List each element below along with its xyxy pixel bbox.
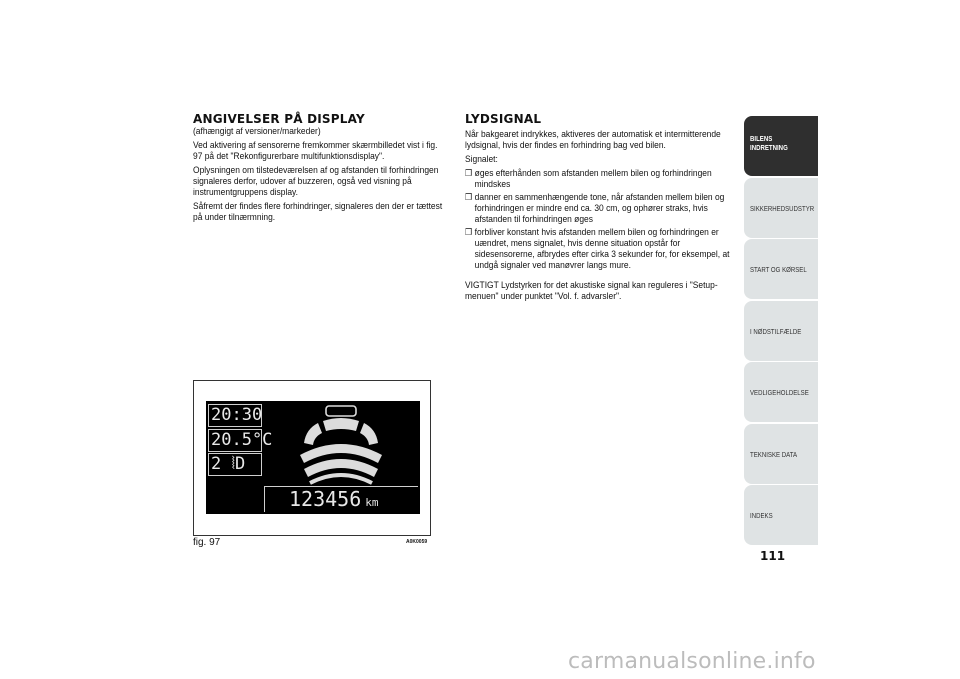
tab-start-og-korsel[interactable]: START OG KØRSEL (744, 239, 818, 299)
list-item: ❒ øges efterhånden som afstanden mellem bilen og forhindringen mindskes (465, 168, 712, 190)
tab-tekniske-data[interactable]: TEKNISKE DATA (744, 424, 818, 484)
temperature-readout: 20.5°C (208, 429, 262, 452)
clock-readout: 20:30 (208, 404, 262, 427)
paragraph: Oplysningen om tilstedeværelsen af og afstanden til forhindringen signaleres derfor, udover af buzzeren, også ved visning på instrumentgruppens display. (193, 165, 439, 198)
right-body (465, 129, 738, 302)
section-heading-display: ANGIVELSER PÅ DISPLAY (193, 112, 365, 126)
chapter-tabs (744, 116, 818, 547)
page-number: 111 (760, 549, 786, 563)
figure-code: A0K0059 (406, 539, 428, 545)
tab-indeks[interactable]: INDEKS (744, 485, 818, 545)
left-column (193, 112, 447, 226)
checkbox-bullet-icon: ❒ (465, 227, 473, 237)
tab-vedligeholdelse[interactable]: VEDLIGEHOLDELSE (744, 362, 818, 422)
list-item: ❒ danner en sammenhængende tone, når afstanden mellem bilen og forhindringen er mindre end ca. 30 cm, og ophører straks, hvis afstanden til forhindringen øges (465, 192, 725, 225)
parking-sensor-arcs-icon (286, 403, 396, 485)
checkbox-bullet-icon: ❒ (465, 192, 473, 202)
tab-i-nodstilfaelde[interactable]: I NØDSTILFÆLDE (744, 301, 818, 361)
signal-bullet-list (465, 168, 738, 271)
left-body (193, 140, 448, 223)
list-item: ❒ forbliver konstant hvis afstanden mellem bilen og forhindringen er uændret, mens signalet, hvis denne situation opstår for sidesensorerne, afbrydes efter cirka 3 sekunder for, for eksempel, at undgå signaler ved manøvrer langs mure. (465, 227, 730, 271)
multifunction-display-screen (206, 401, 420, 514)
figure-display (193, 380, 431, 536)
tab-bilens-indretning[interactable]: BILENS INDRETNING (744, 116, 818, 176)
watermark: carmanualsonline.info (568, 649, 816, 674)
section-heading-sound: LYDSIGNAL (465, 112, 542, 126)
important-note: VIGTIGT Lydstyrken for det akustiske signal kan reguleres i "Setup-menuen" under punktet "Vol. f. advarsler". (465, 280, 718, 302)
odometer-readout: 123456 km (264, 486, 418, 512)
section-subheading: (afhængigt af versioner/markeder) (193, 126, 321, 137)
gear-lights-readout: 2 ⦚D (208, 453, 262, 476)
tab-sikkerhedsudstyr[interactable]: SIKKERHEDSUDSTYR (744, 178, 818, 238)
paragraph: Såfremt der findes flere forhindringer, signaleres den der er tættest på under tilnærmning. (193, 201, 443, 223)
paragraph: Signalet: (465, 154, 498, 165)
paragraph: Ved aktivering af sensorerne fremkommer skærmbilledet vist i fig. 97 på det "Rekonfigurerbare multifunktionsdisplay". (193, 140, 438, 162)
checkbox-bullet-icon: ❒ (465, 168, 473, 178)
figure-caption: fig. 97 (193, 537, 221, 548)
paragraph: Når bakgearet indrykkes, aktiveres der automatisk et intermitterende lydsignal, hvis der findes en forhindring bag ved bilen. (465, 129, 721, 151)
right-column (465, 112, 737, 305)
